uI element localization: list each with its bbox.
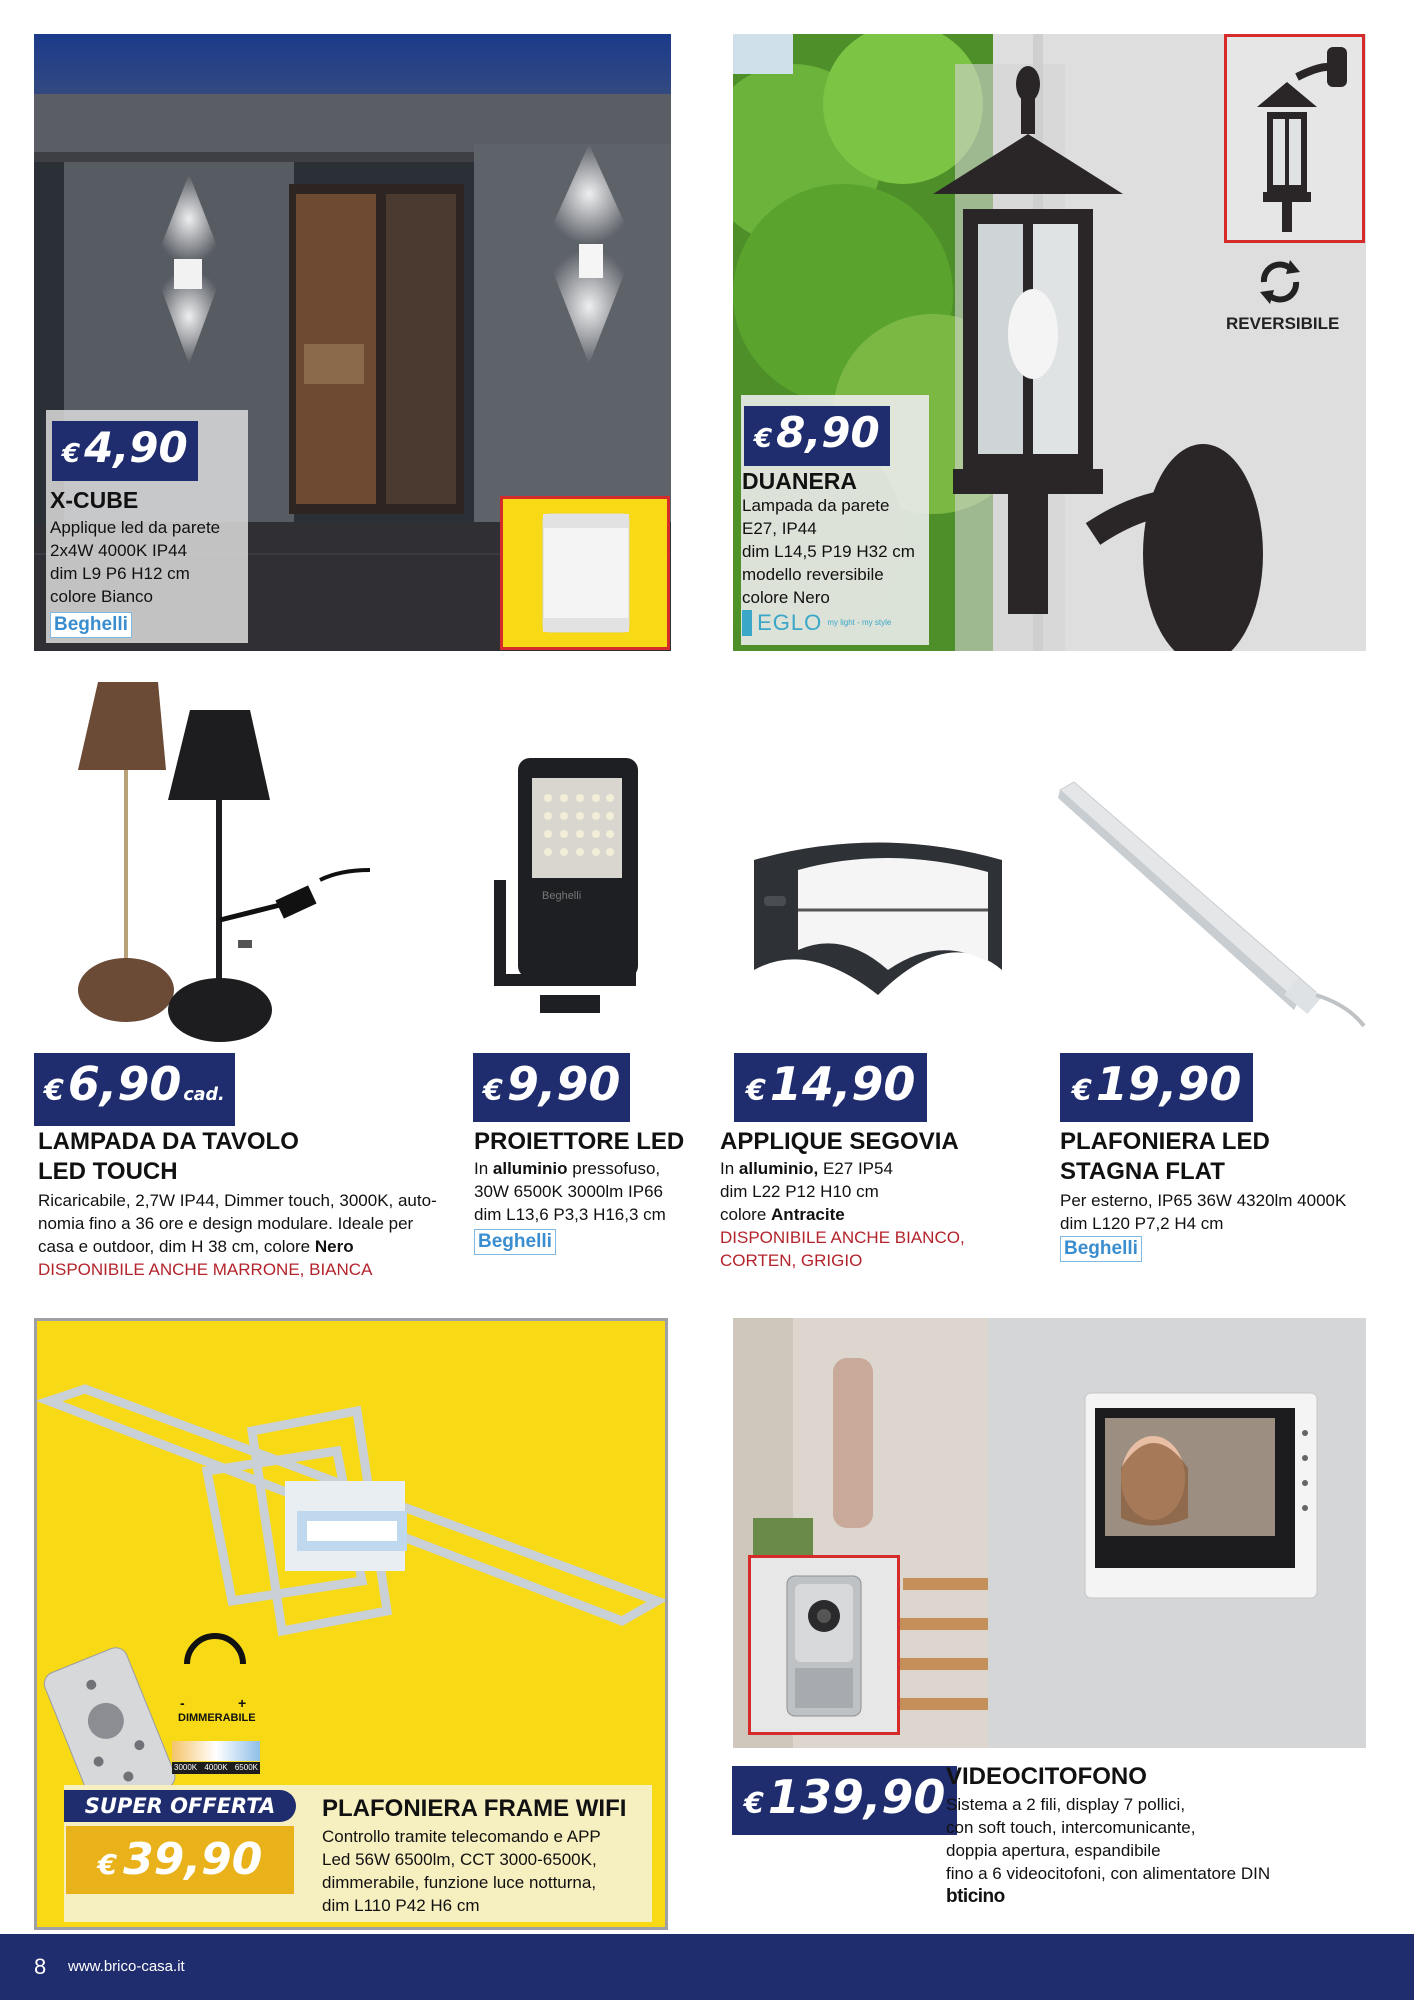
- flat-product-image: [1058, 780, 1368, 1040]
- outdoor-unit-illustration: [751, 1558, 897, 1732]
- segovia-desc-line: [720, 1203, 845, 1226]
- segovia-desc-line: dim L22 P12 H10 cm: [720, 1182, 879, 1201]
- dimmer-plus: +: [238, 1695, 247, 1711]
- duanera-reversed-illustration: [1227, 37, 1362, 240]
- lampada-title-line: LED TOUCH: [38, 1158, 178, 1185]
- videocitofono-title: VIDEOCITOFONO: [946, 1763, 1147, 1790]
- duanera-inset: [1224, 34, 1365, 243]
- duanera-desc-line: Lampada da parete: [742, 496, 890, 515]
- currency-symbol: €: [62, 439, 81, 469]
- flat-title-line: PLAFONIERA LED: [1060, 1128, 1270, 1155]
- frame-wifi-desc-line: dim L110 P42 H6 cm: [322, 1896, 480, 1915]
- cct-label: 3000K: [174, 1763, 198, 1772]
- cct-label: 6500K: [234, 1763, 258, 1772]
- price-suffix: cad.: [183, 1085, 225, 1105]
- xcube-desc-line: Applique led da parete: [50, 518, 221, 537]
- lampada-desc-line: Ricaricabile, 2,7W IP44, Dimmer touch, 3000K, auto-: [38, 1191, 437, 1210]
- bticino-logo: bticino: [946, 1886, 1005, 1907]
- price-value: 4,90: [84, 423, 188, 472]
- xcube-product-illustration: [503, 499, 667, 647]
- videocitofono-desc-line: fino a 6 videocitofoni, con alimentatore DIN: [946, 1864, 1271, 1883]
- cct-label: 4000K: [204, 1763, 228, 1772]
- proiettore-price: [473, 1053, 630, 1122]
- flat-desc-line: Per esterno, IP65 36W 4320lm 4000K: [1060, 1191, 1347, 1210]
- xcube-inset: [500, 496, 670, 650]
- cct-labels: [172, 1762, 260, 1774]
- price-value: 9,90: [506, 1057, 621, 1111]
- beghelli-logo: Beghelli: [1060, 1236, 1142, 1262]
- videocitofono-desc-line: doppia apertura, espandibile: [946, 1841, 1161, 1860]
- currency-symbol: €: [483, 1074, 503, 1107]
- lampada-price: [34, 1053, 235, 1126]
- currency-symbol: €: [746, 1074, 766, 1107]
- website-link[interactable]: www.brico-casa.it: [68, 1958, 185, 1975]
- segovia-product-image: [748, 830, 1008, 1010]
- desc-text: pressofuso,: [567, 1159, 661, 1178]
- duanera-desc-line: modello reversibile: [742, 565, 884, 584]
- videocitofono-desc-line: con soft touch, intercomunicante,: [946, 1818, 1196, 1837]
- lampada-desc-line: nomia fino a 36 ore e design modulare. Ideale per: [38, 1214, 414, 1233]
- price-value: 14,90: [769, 1057, 916, 1111]
- price-value: 6,90: [67, 1057, 182, 1111]
- price-value: 139,90: [767, 1770, 946, 1824]
- page-number: 8: [34, 1954, 47, 1979]
- cct-scale: [172, 1741, 260, 1761]
- rotate-arrows-icon: [1252, 254, 1308, 310]
- flat-desc-line: dim L120 P7,2 H4 cm: [1060, 1214, 1224, 1233]
- desc-text: E27 IP54: [818, 1159, 893, 1178]
- color-bold: Antracite: [771, 1205, 845, 1224]
- duanera-title: DUANERA: [742, 468, 857, 494]
- flat-price: [1060, 1053, 1253, 1122]
- eglo-logo-text: EGLO: [757, 610, 823, 635]
- lampada-color-bold: Nero: [314, 1237, 354, 1256]
- currency-symbol: €: [744, 1787, 764, 1820]
- reversible-icon: [1252, 254, 1308, 310]
- segovia-price: [734, 1053, 927, 1122]
- xcube-price: [52, 421, 198, 481]
- material-bold: alluminio,: [738, 1159, 819, 1178]
- lampada-title-line: LAMPADA DA TAVOLO: [38, 1128, 299, 1155]
- xcube-desc-line: dim L9 P6 H12 cm: [50, 564, 190, 583]
- proiettore-desc-line: dim L13,6 P3,3 H16,3 cm: [474, 1205, 666, 1224]
- lampada-desc-text: casa e outdoor, dim H 38 cm, colore: [38, 1237, 315, 1256]
- duanera-desc-line: colore Nero: [742, 588, 830, 607]
- videocitofono-price: [732, 1766, 957, 1835]
- dimmer-label: DIMMERABILE: [178, 1712, 256, 1724]
- currency-symbol: €: [97, 1848, 118, 1881]
- videocitofono-desc-line: Sistema a 2 fili, display 7 pollici,: [946, 1795, 1186, 1814]
- price-value: 19,90: [1095, 1057, 1242, 1111]
- currency-symbol: €: [44, 1074, 64, 1107]
- lampada-availability: DISPONIBILE ANCHE MARRONE, BIANCA: [38, 1260, 373, 1279]
- videocitofono-inset: [748, 1555, 900, 1735]
- material-bold: alluminio: [492, 1159, 568, 1178]
- segovia-desc-line: [720, 1157, 893, 1180]
- price-value: 39,90: [123, 1834, 263, 1885]
- floodlight-brand-label: Beghelli: [542, 890, 582, 902]
- frame-wifi-desc-line: Controllo tramite telecomando e APP: [322, 1827, 601, 1846]
- desc-text: In: [720, 1159, 739, 1178]
- duanera-desc-line: dim L14,5 P19 H32 cm: [742, 542, 915, 561]
- beghelli-logo: Beghelli: [50, 612, 132, 638]
- duanera-price: [744, 406, 890, 466]
- proiettore-desc-line: 30W 6500K 3000lm IP66: [474, 1182, 664, 1201]
- proiettore-desc-line: [474, 1157, 660, 1180]
- segovia-title: APPLIQUE SEGOVIA: [720, 1128, 959, 1155]
- currency-symbol: €: [754, 424, 773, 454]
- frame-wifi-title: PLAFONIERA FRAME WIFI: [322, 1795, 627, 1822]
- flat-title-line: STAGNA FLAT: [1060, 1158, 1225, 1185]
- xcube-title: X-CUBE: [50, 487, 139, 513]
- super-offerta-tag: SUPER OFFERTA: [64, 1790, 296, 1822]
- eglo-tagline: my light - my style: [827, 618, 892, 627]
- xcube-desc-line: colore Bianco: [50, 587, 154, 606]
- price-value: 8,90: [776, 408, 880, 457]
- table-lamps-illustration: [40, 670, 380, 1050]
- reversible-label: REVERSIBILE: [1226, 314, 1340, 333]
- segovia-lamp-illustration: [748, 830, 1008, 1010]
- page-footer: [0, 1934, 1414, 2000]
- desc-text: colore: [720, 1205, 772, 1224]
- proiettore-title: PROIETTORE LED: [474, 1128, 685, 1155]
- eglo-logo-mark: [742, 610, 752, 636]
- batten-light-illustration: [1058, 780, 1368, 1040]
- proiettore-product-image: [480, 750, 650, 1030]
- dimmer-minus: -: [180, 1695, 185, 1711]
- segovia-availability: CORTEN, GRIGIO: [720, 1251, 863, 1270]
- duanera-desc-line: E27, IP44: [742, 519, 817, 538]
- frame-wifi-desc-line: dimmerabile, funzione luce notturna,: [322, 1873, 597, 1892]
- eglo-logo: [742, 610, 891, 638]
- beghelli-logo: Beghelli: [474, 1229, 556, 1255]
- frame-wifi-price: [66, 1826, 294, 1894]
- segovia-availability: DISPONIBILE ANCHE BIANCO,: [720, 1228, 965, 1247]
- lampada-product-image: [40, 670, 380, 1050]
- xcube-desc-line: 2x4W 4000K IP44: [50, 541, 188, 560]
- desc-text: In: [474, 1159, 493, 1178]
- lampada-desc-line: [38, 1235, 354, 1258]
- frame-wifi-desc-line: Led 56W 6500lm, CCT 3000-6500K,: [322, 1850, 597, 1869]
- currency-symbol: €: [1072, 1074, 1092, 1107]
